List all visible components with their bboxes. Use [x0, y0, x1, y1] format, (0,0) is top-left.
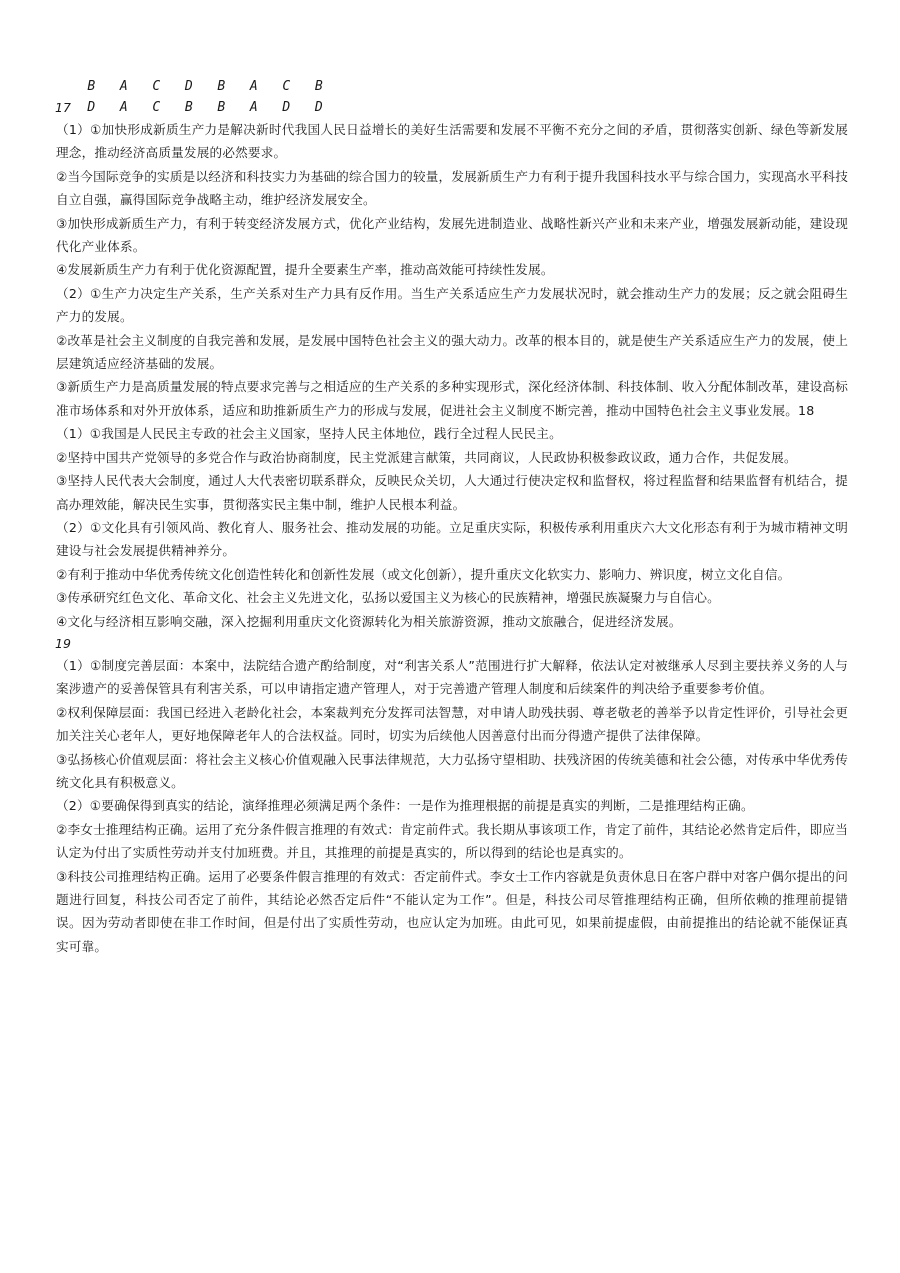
choice-answer: B: [87, 79, 96, 94]
q18-paragraph: （2）①文化具有引领风尚、教化育人、服务社会、推动发展的功能。立足重庆实际，积极传承利用重庆六大文化形态有利于为城市精神文明建设与社会发展提供精神养分。: [56, 519, 848, 559]
choice-answer: D: [282, 100, 291, 115]
q17-paragraph: ③加快形成新质生产力，有利于转变经济发展方式，优化产业结构，发展先进制造业、战略性新兴产业和未来产业，增强发展新动能，建设现代化产业体系。: [56, 215, 848, 255]
choice-answer: C: [282, 79, 291, 94]
choice-answer: D: [184, 79, 193, 94]
choice-answers-row-1: [56, 55, 848, 94]
q18-paragraph: ③坚持人民代表大会制度，通过人大代表密切联系群众，反映民众关切，人大通过行使决定权和监督权，将过程监督和结果监督有机结合，提高办理效能，解决民生实事，贯彻落实民主集中制，维护人民根本利益。: [56, 473, 848, 512]
choice-answer: A: [249, 100, 258, 115]
q19-paragraph: ②权利保障层面：我国已经进入老龄化社会，本案裁判充分发挥司法智慧，对申请人助残扶弱、尊老敬老的善举予以肯定性评价，引导社会更加关注关心老年人，更好地保障老年人的合法权益。同时，切实为后续他人因善意付出而分得遗产提供了法律保障。: [56, 704, 848, 744]
answer-sheet-page: [56, 55, 848, 958]
q18-paragraph: ③传承研究红色文化、革命文化、社会主义先进文化，弘扬以爱国主义为核心的民族精神，增强民族凝聚力与自信心。: [56, 590, 720, 606]
choice-answer: D: [87, 100, 96, 115]
choice-answer: C: [152, 79, 161, 94]
q18-paragraph: ④文化与经济相互影响交融，深入挖掘利用重庆文化资源转化为相关旅游资源，推动文旅融合，促进经济发展。: [56, 613, 682, 629]
q17-paragraph: （2）①生产力决定生产关系，生产关系对生产力具有反作用。当生产关系适应生产力发展状况时，就会推动生产力的发展；反之就会阻碍生产力的发展。: [56, 285, 848, 325]
q19-paragraph: ②李女士推理结构正确。运用了充分条件假言推理的有效式：肯定前件式。我长期从事该项工作，肯定了前件，其结论必然肯定后件，即应当认定为付出了实质性劳动并支付加班费。并且，其推理的前提是真实的，所以得到的结论也是真实的。: [56, 821, 848, 861]
q19-paragraph: （2）①要确保得到真实的结论，演绎推理必须满足两个条件：一是作为推理根据的前提是真实的判断，二是推理结构正确。: [56, 798, 754, 814]
q17-paragraph: ④发展新质生产力有利于优化资源配置，提升全要素生产率，推动高效能可持续性发展。: [56, 262, 554, 278]
question-number-19: 19: [55, 635, 71, 651]
choice-answer: A: [119, 100, 128, 115]
choice-answer: A: [249, 79, 258, 94]
q17-paragraph: ③新质生产力是高质量发展的特点要求完善与之相适应的生产关系的多种实现形式，深化经济体制、科技体制、收入分配体制改革，建设高标准市场体系和对外开放体系，适应和助推新质生产力的形成与发展，促进社会主义制度不断完善，推动中国特色社会主义事业发展。18: [56, 379, 848, 418]
q17-paragraph: （1）①加快形成新质生产力是解决新时代我国人民日益增长的美好生活需要和发展不平衡不充分之间的矛盾，贯彻落实创新、绿色等新发展理念，推动经济高质量发展的必然要求。: [56, 122, 848, 161]
question-number-17: 17: [55, 100, 71, 115]
q18-paragraph: ②坚持中国共产党领导的多党合作与政治协商制度，民主党派建言献策，共同商议，人民政协积极参政议政，通力合作，共促发展。: [56, 449, 797, 465]
q19-paragraph: （1）①制度完善层面：本案中，法院结合遗产酌给制度，对“利害关系人”范围进行扩大解释，依法认定对被继承人尽到主要扶养义务的人与案涉遗产的妥善保管具有利害关系，可以申请指定遗产管理人，对于完善遗产管理人制度和后续案件的判决给予重要参考价值。: [56, 657, 848, 697]
q18-paragraph: ②有利于推动中华优秀传统文化创造性转化和创新性发展（或文化创新），提升重庆文化软实力、影响力、辨识度，树立文化自信。: [56, 566, 791, 582]
q18-paragraph: （1）①我国是人民民主专政的社会主义国家，坚持人民主体地位，践行全过程人民民主。: [56, 426, 562, 442]
choice-answer: A: [119, 79, 128, 94]
choice-answer: B: [184, 100, 193, 115]
q17-paragraph: ②改革是社会主义制度的自我完善和发展，是发展中国特色社会主义的强大动力。改革的根本目的，就是使生产关系适应生产力的发展，使上层建筑适应经济基础的发展。: [56, 332, 848, 372]
q17-paragraph: ②当今国际竞争的实质是以经济和科技实力为基础的综合国力的较量，发展新质生产力有利于提升我国科技水平与综合国力，实现高水平科技自立自强，赢得国际竞争战略主动，维护经济发展安全。: [56, 168, 848, 208]
choice-answer: C: [152, 100, 161, 115]
q19-paragraph: ③弘扬核心价值观层面：将社会主义核心价值观融入民事法律规范，大力弘扬守望相助、扶残济困的传统美德和社会公德，对传承中华优秀传统文化具有积极意义。: [56, 751, 848, 790]
choice-answer: B: [217, 79, 226, 94]
choice-answer: B: [314, 79, 323, 94]
choice-answer: B: [217, 100, 226, 115]
choice-answer: D: [314, 100, 323, 115]
q19-paragraph: ③科技公司推理结构正确。运用了必要条件假言推理的有效式：否定前件式。李女士工作内容就是负责休息日在客户群中对客户偶尔提出的问题进行回复，科技公司否定了前件，其结论必然否定后件“不能认定为工作”。但是，科技公司尽管推理结构正确，但所依赖的推理前提错误。因为劳动者即使在非工作时间，但是付出了实质性劳动，也应认定为加班。由此可见，如果前提虚假，由前提推出的结论就不能保证真实可靠。: [56, 868, 848, 954]
